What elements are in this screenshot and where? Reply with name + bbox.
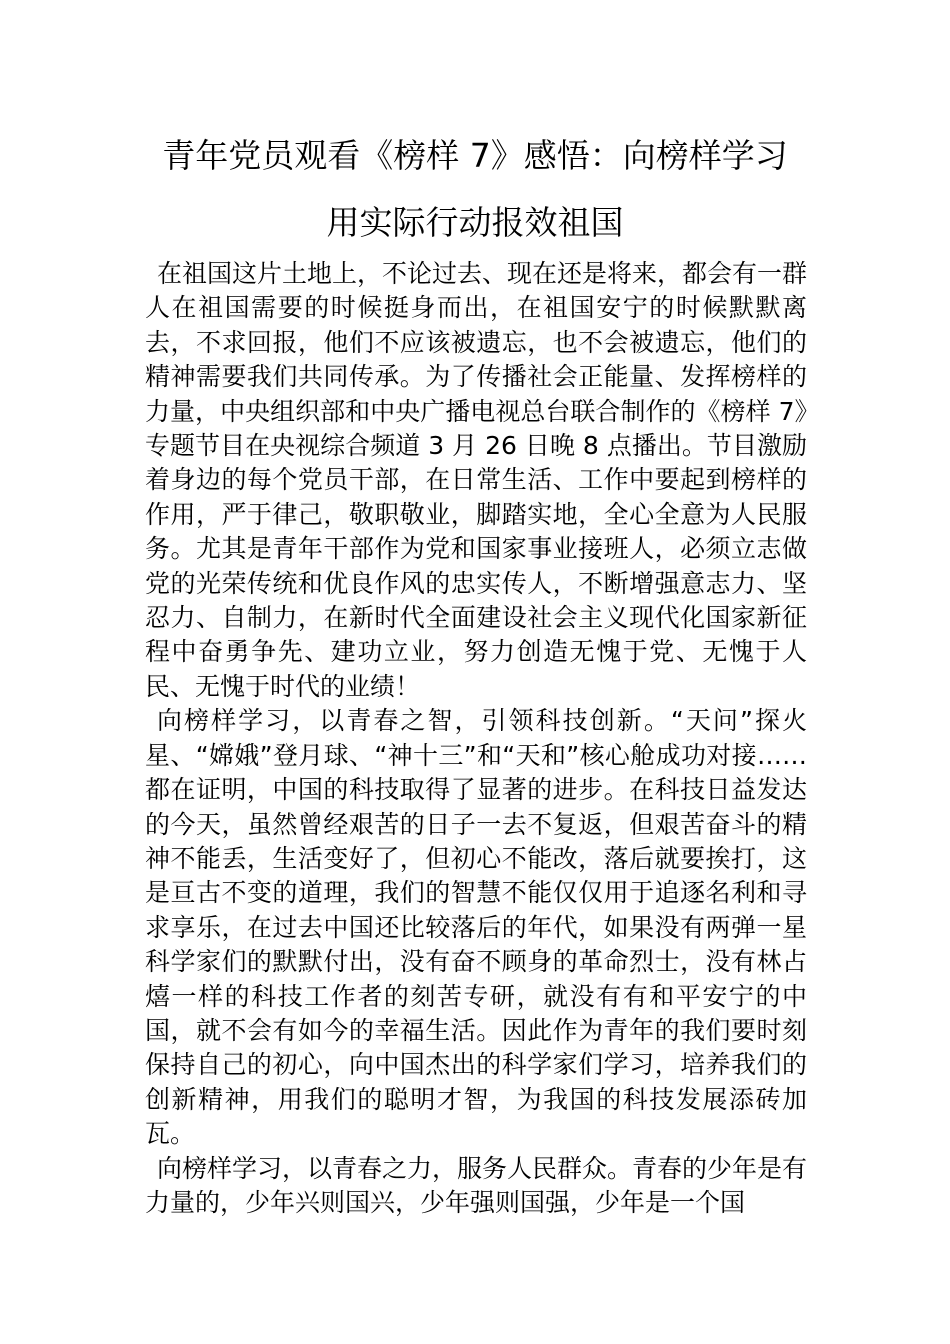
document-title-line-2: 用实际行动报效祖国 (326, 203, 624, 242)
paragraph-1: 在祖国这片土地上，不论过去、现在还是将来，都会有一群人在祖国需要的时候挺身而出，在祖国安宁的时候默默离去，不求回报，他们不应该被遗忘，也不会被遗忘，他们的精神需要我们共同传承。为了传播社会正能量、发挥榜样的力量，中央组织部和中央广播电视总台联合制作的《榜样 7》专题节目在央视综合频道 3 月 26 日晚 8 点播出。节目激励着身边的每个党员干部，在日常生活、工作中要起到榜样的作用，严于律己，敬职敬业，脚踏实地，全心全意为人民服务。尤其是青年干部作为党和国家事业接班人，必须立志做党的光荣传统和优良作风的忠实传人，不断增强意志力、坚忍力、自制力，在新时代全面建设社会主义现代化国家新征程中奋勇争先、建功立业，努力创造无愧于党、无愧于人民、无愧于时代的业绩！ (145, 259, 808, 701)
paragraph-2: 向榜样学习，以青春之智，引领科技创新。“天问”探火星、“嫦娥”登月球、“神十三”和“天和”核心舱成功对接……都在证明，中国的科技取得了显著的进步。在科技日益发达的今天，虽然曾经艰苦的日子一去不复返，但艰苦奋斗的精神不能丢，生活变好了，但初心不能改，落后就要挨打，这是亘古不变的道理，我们的智慧不能仅仅用于追逐名利和寻求享乐，在过去中国还比较落后的年代，如果没有两弹一星科学家们的默默付出，没有奋不顾身的革命烈士，没有林占熺一样的科技工作者的刻苦专研，就没有有和平安宁的中国，就不会有如今的幸福生活。因此作为青年的我们要时刻保持自己的初心，向中国杰出的科学家们学习，培养我们的创新精神，用我们的聪明才智，为我国的科技发展添砖加瓦。 (145, 706, 807, 1149)
paragraph-3: 向榜样学习，以青春之力，服务人民群众。青春的少年是有力量的，少年兴则国兴，少年强则国强，少年是一个国 (145, 1153, 808, 1217)
document-body (145, 257, 807, 1220)
document-title-line-1: 青年党员观看《榜样 7》感悟：向榜样学习 (162, 136, 788, 175)
